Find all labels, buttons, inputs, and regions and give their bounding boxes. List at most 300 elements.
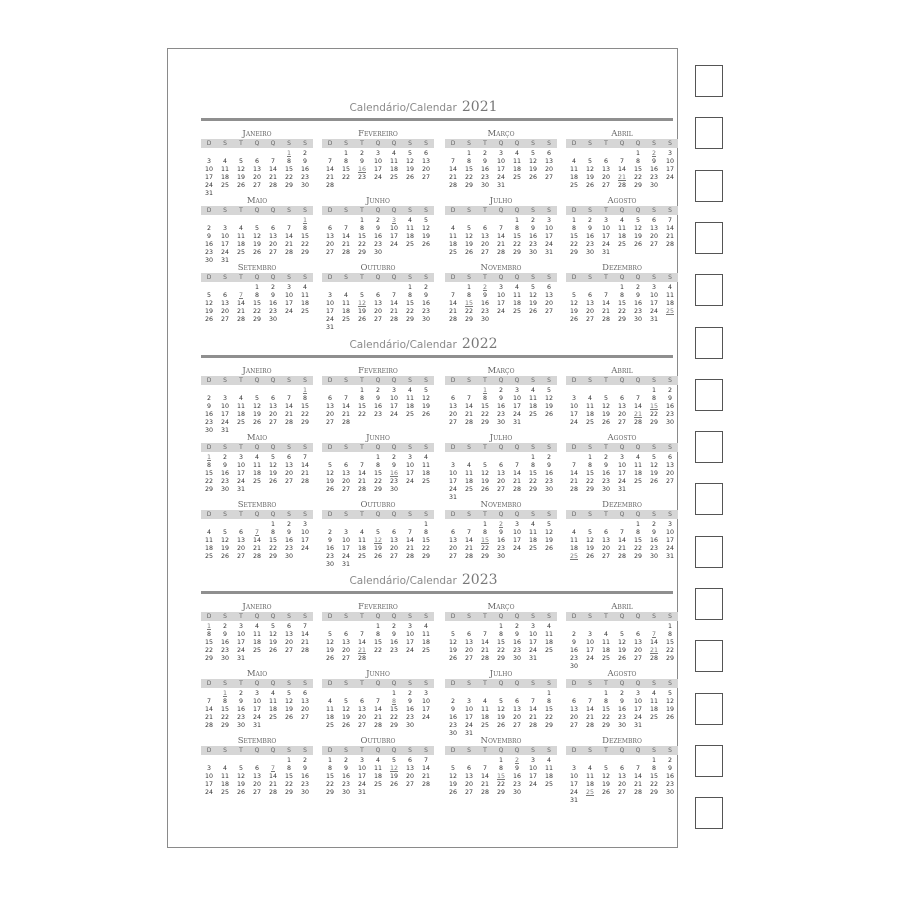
day-number: 19 xyxy=(204,308,213,315)
month-name: Julho xyxy=(489,433,513,443)
day-number: 30 xyxy=(585,249,594,256)
weekday-label: T xyxy=(239,274,243,281)
day-number: 13 xyxy=(341,639,350,646)
day-number: 8 xyxy=(375,462,380,469)
day-number: 30 xyxy=(665,789,674,796)
day-number: 25 xyxy=(357,553,366,560)
day-number: 26 xyxy=(528,174,537,181)
day-number: 8 xyxy=(482,529,487,536)
day-number: 25 xyxy=(300,308,309,315)
weekday-label: D xyxy=(450,511,456,518)
day-number: 22 xyxy=(204,647,213,654)
day-number: 31 xyxy=(544,249,553,256)
day-number: 11 xyxy=(389,158,398,165)
month-name: Maio xyxy=(246,433,268,443)
day-number: 17 xyxy=(544,233,553,240)
day-number: 1 xyxy=(466,284,471,291)
year-divider xyxy=(201,118,673,121)
day-number: 12 xyxy=(284,698,293,705)
day-number: 7 xyxy=(530,698,535,705)
weekday-label: Q xyxy=(391,511,397,518)
day-number: 13 xyxy=(544,158,553,165)
day-number: 19 xyxy=(236,174,245,181)
day-number: 3 xyxy=(343,529,348,536)
day-number: 22 xyxy=(665,647,674,654)
day-number: 26 xyxy=(421,241,430,248)
day-number: 23 xyxy=(268,308,277,315)
day-number: 15 xyxy=(633,537,642,544)
weekday-label: Q xyxy=(635,274,641,281)
day-number: 5 xyxy=(603,395,608,402)
weekday-header xyxy=(201,139,313,148)
day-number: 27 xyxy=(665,478,674,485)
holiday-day: 2 xyxy=(498,521,503,528)
day-number: 17 xyxy=(528,773,537,780)
day-number: 14 xyxy=(633,773,642,780)
day-number: 13 xyxy=(512,706,521,713)
weekday-label: Q xyxy=(514,444,520,451)
day-number: 7 xyxy=(603,292,608,299)
day-number: 29 xyxy=(649,419,658,426)
day-number: 1 xyxy=(359,387,364,394)
holiday-day: 2 xyxy=(482,284,487,291)
day-number: 1 xyxy=(391,690,396,697)
day-number: 27 xyxy=(464,789,473,796)
day-number: 2 xyxy=(222,623,227,630)
day-number: 11 xyxy=(325,706,334,713)
weekday-label: Q xyxy=(514,377,520,384)
day-number: 23 xyxy=(236,714,245,721)
weekday-label: S xyxy=(303,377,307,384)
index-tab[interactable] xyxy=(695,483,723,515)
weekday-label: S xyxy=(588,274,592,281)
day-number: 27 xyxy=(300,714,309,721)
title-label-calendario: Calendário/ xyxy=(349,339,410,351)
weekday-label: S xyxy=(467,444,471,451)
weekday-label: T xyxy=(483,747,487,754)
day-number: 11 xyxy=(633,462,642,469)
index-tab[interactable] xyxy=(695,797,723,829)
day-number: 24 xyxy=(236,647,245,654)
day-number: 6 xyxy=(359,698,364,705)
weekday-label: S xyxy=(408,747,412,754)
weekday-label: S xyxy=(223,377,227,384)
day-number: 22 xyxy=(569,241,578,248)
day-number: 10 xyxy=(220,403,229,410)
index-tab[interactable] xyxy=(695,379,723,411)
day-number: 12 xyxy=(421,225,430,232)
day-number: 26 xyxy=(665,714,674,721)
index-tab[interactable] xyxy=(695,222,723,254)
day-number: 29 xyxy=(585,486,594,493)
day-number: 7 xyxy=(635,765,640,772)
day-number: 6 xyxy=(407,757,412,764)
weekday-label: S xyxy=(531,377,535,384)
day-number: 4 xyxy=(530,387,535,394)
day-number: 15 xyxy=(569,233,578,240)
day-number: 26 xyxy=(268,478,277,485)
day-number: 10 xyxy=(405,631,414,638)
weekday-label: Q xyxy=(619,274,625,281)
day-number: 17 xyxy=(633,706,642,713)
day-number: 24 xyxy=(617,478,626,485)
day-number: 2 xyxy=(206,225,211,232)
day-number: 11 xyxy=(528,529,537,536)
index-tab[interactable] xyxy=(695,327,723,359)
day-number: 18 xyxy=(236,241,245,248)
day-number: 26 xyxy=(585,182,594,189)
day-number: 3 xyxy=(498,150,503,157)
weekday-label: S xyxy=(424,511,428,518)
day-number: 5 xyxy=(530,150,535,157)
weekday-header xyxy=(445,510,557,519)
day-number: 4 xyxy=(635,454,640,461)
day-number: 3 xyxy=(571,765,576,772)
day-number: 7 xyxy=(450,158,455,165)
day-number: 13 xyxy=(325,403,334,410)
day-number: 26 xyxy=(341,722,350,729)
day-number: 19 xyxy=(357,308,366,315)
day-number: 25 xyxy=(512,308,521,315)
day-number: 22 xyxy=(357,411,366,418)
weekday-label: Q xyxy=(391,207,397,214)
index-tab[interactable] xyxy=(695,431,723,463)
day-number: 13 xyxy=(389,537,398,544)
day-number: 6 xyxy=(343,631,348,638)
day-number: 22 xyxy=(528,478,537,485)
day-number: 18 xyxy=(448,241,457,248)
day-number: 9 xyxy=(482,158,487,165)
holiday-day: 7 xyxy=(651,631,656,638)
day-number: 29 xyxy=(405,316,414,323)
day-number: 28 xyxy=(284,419,293,426)
day-number: 8 xyxy=(571,225,576,232)
day-number: 10 xyxy=(544,225,553,232)
day-number: 19 xyxy=(496,714,505,721)
weekday-label: D xyxy=(450,613,456,620)
day-number: 16 xyxy=(512,773,521,780)
weekday-label: S xyxy=(303,274,307,281)
index-tab[interactable] xyxy=(695,640,723,672)
weekday-label: T xyxy=(483,377,487,384)
day-number: 12 xyxy=(633,225,642,232)
day-number: 28 xyxy=(448,316,457,323)
weekday-label: S xyxy=(344,511,348,518)
day-number: 26 xyxy=(585,553,594,560)
weekday-label: T xyxy=(239,511,243,518)
day-number: 24 xyxy=(204,182,213,189)
day-number: 1 xyxy=(651,757,656,764)
day-number: 19 xyxy=(569,308,578,315)
day-number: 15 xyxy=(325,773,334,780)
day-number: 21 xyxy=(204,714,213,721)
weekday-label: D xyxy=(206,680,212,687)
weekday-header xyxy=(322,443,434,452)
day-number: 18 xyxy=(268,706,277,713)
day-number: 30 xyxy=(448,730,457,737)
day-number: 18 xyxy=(220,174,229,181)
day-number: 24 xyxy=(220,249,229,256)
day-number: 12 xyxy=(544,529,553,536)
day-number: 14 xyxy=(373,706,382,713)
day-number: 23 xyxy=(633,308,642,315)
day-number: 27 xyxy=(325,419,334,426)
day-number: 10 xyxy=(665,529,674,536)
day-number: 7 xyxy=(391,292,396,299)
day-number: 12 xyxy=(585,166,594,173)
day-number: 6 xyxy=(603,158,608,165)
weekday-label: S xyxy=(652,680,656,687)
day-number: 26 xyxy=(480,486,489,493)
day-number: 26 xyxy=(649,478,658,485)
day-number: 30 xyxy=(236,722,245,729)
weekday-label: S xyxy=(223,747,227,754)
weekday-label: Q xyxy=(619,207,625,214)
weekday-header xyxy=(566,139,678,148)
day-number: 22 xyxy=(284,174,293,181)
weekday-label: S xyxy=(424,377,428,384)
day-number: 5 xyxy=(450,631,455,638)
day-number: 22 xyxy=(496,647,505,654)
day-number: 31 xyxy=(204,190,213,197)
index-tab[interactable] xyxy=(695,588,723,620)
day-number: 13 xyxy=(496,470,505,477)
day-number: 31 xyxy=(601,249,610,256)
weekday-label: Q xyxy=(619,444,625,451)
weekday-label: Q xyxy=(375,511,381,518)
weekday-label: T xyxy=(239,207,243,214)
day-number: 8 xyxy=(546,698,551,705)
day-number: 14 xyxy=(464,403,473,410)
day-number: 11 xyxy=(421,631,430,638)
day-number: 8 xyxy=(635,529,640,536)
weekday-label: T xyxy=(360,511,364,518)
day-number: 15 xyxy=(300,233,309,240)
title-label-calendario: Calendário/ xyxy=(349,575,410,587)
day-number: 12 xyxy=(649,462,658,469)
day-number: 29 xyxy=(284,182,293,189)
day-number: 2 xyxy=(498,387,503,394)
day-number: 14 xyxy=(389,300,398,307)
day-number: 8 xyxy=(466,292,471,299)
day-number: 5 xyxy=(603,765,608,772)
day-number: 13 xyxy=(268,233,277,240)
day-number: 27 xyxy=(448,553,457,560)
day-number: 14 xyxy=(284,403,293,410)
day-number: 4 xyxy=(359,529,364,536)
day-number: 19 xyxy=(601,781,610,788)
index-tab[interactable] xyxy=(695,693,723,725)
day-number: 27 xyxy=(512,722,521,729)
weekday-label: S xyxy=(588,511,592,518)
day-number: 12 xyxy=(204,300,213,307)
day-number: 12 xyxy=(496,706,505,713)
day-number: 19 xyxy=(528,166,537,173)
day-number: 19 xyxy=(325,478,334,485)
weekday-label: S xyxy=(344,444,348,451)
day-number: 20 xyxy=(464,647,473,654)
month-name: Abril xyxy=(611,366,633,376)
day-number: 5 xyxy=(651,454,656,461)
holiday-day: 7 xyxy=(238,292,243,299)
day-number: 5 xyxy=(407,150,412,157)
day-number: 7 xyxy=(482,631,487,638)
day-number: 18 xyxy=(649,706,658,713)
day-number: 4 xyxy=(254,623,259,630)
month-name: Agosto xyxy=(607,433,637,443)
day-number: 24 xyxy=(357,781,366,788)
day-number: 6 xyxy=(327,225,332,232)
day-number: 25 xyxy=(236,419,245,426)
weekday-label: D xyxy=(450,680,456,687)
weekday-label: D xyxy=(571,680,577,687)
day-number: 14 xyxy=(357,639,366,646)
day-number: 2 xyxy=(603,454,608,461)
day-number: 21 xyxy=(284,241,293,248)
day-number: 13 xyxy=(373,300,382,307)
holiday-day: 1 xyxy=(302,387,307,394)
day-number: 26 xyxy=(448,655,457,662)
day-number: 27 xyxy=(649,241,658,248)
day-number: 20 xyxy=(464,781,473,788)
index-tab[interactable] xyxy=(695,170,723,202)
weekday-header xyxy=(201,746,313,755)
day-number: 24 xyxy=(220,419,229,426)
day-number: 28 xyxy=(357,655,366,662)
day-number: 7 xyxy=(286,225,291,232)
day-number: 28 xyxy=(633,789,642,796)
weekday-label: S xyxy=(424,274,428,281)
day-number: 23 xyxy=(421,308,430,315)
weekday-header xyxy=(566,273,678,282)
day-number: 30 xyxy=(633,316,642,323)
day-number: 31 xyxy=(220,427,229,434)
day-number: 7 xyxy=(587,698,592,705)
weekday-label: S xyxy=(408,613,412,620)
day-number: 15 xyxy=(204,639,213,646)
day-number: 6 xyxy=(667,454,672,461)
index-tab[interactable] xyxy=(695,274,723,306)
day-number: 24 xyxy=(512,411,521,418)
weekday-label: D xyxy=(450,274,456,281)
day-number: 22 xyxy=(633,545,642,552)
day-number: 23 xyxy=(325,553,334,560)
day-number: 5 xyxy=(498,698,503,705)
day-number: 8 xyxy=(286,158,291,165)
day-number: 14 xyxy=(405,537,414,544)
day-number: 27 xyxy=(268,419,277,426)
day-number: 9 xyxy=(206,233,211,240)
day-number: 19 xyxy=(480,478,489,485)
weekday-label: Q xyxy=(619,747,625,754)
day-number: 26 xyxy=(252,419,261,426)
day-number: 17 xyxy=(357,773,366,780)
day-number: 6 xyxy=(222,292,227,299)
day-number: 24 xyxy=(252,714,261,721)
day-number: 3 xyxy=(530,757,535,764)
weekday-label: Q xyxy=(270,140,276,147)
day-number: 20 xyxy=(569,714,578,721)
day-number: 2 xyxy=(302,150,307,157)
day-number: 20 xyxy=(601,545,610,552)
day-number: 4 xyxy=(530,521,535,528)
day-number: 26 xyxy=(204,316,213,323)
day-number: 22 xyxy=(268,545,277,552)
weekday-label: Q xyxy=(635,207,641,214)
weekday-label: S xyxy=(223,207,227,214)
day-number: 16 xyxy=(569,647,578,654)
day-number: 17 xyxy=(496,300,505,307)
day-number: 21 xyxy=(464,411,473,418)
day-number: 2 xyxy=(667,387,672,394)
index-tab[interactable] xyxy=(695,536,723,568)
day-number: 17 xyxy=(512,403,521,410)
day-number: 20 xyxy=(617,781,626,788)
day-number: 4 xyxy=(407,387,412,394)
day-number: 17 xyxy=(421,706,430,713)
month-name: Dezembro xyxy=(602,500,642,510)
index-tab[interactable] xyxy=(695,745,723,777)
day-number: 13 xyxy=(300,698,309,705)
day-number: 4 xyxy=(587,395,592,402)
day-number: 17 xyxy=(617,470,626,477)
day-number: 24 xyxy=(236,478,245,485)
day-number: 2 xyxy=(514,623,519,630)
weekday-label: T xyxy=(604,274,608,281)
day-number: 15 xyxy=(204,470,213,477)
weekday-label: S xyxy=(287,747,291,754)
day-number: 26 xyxy=(464,249,473,256)
weekday-header xyxy=(322,206,434,215)
day-number: 8 xyxy=(302,225,307,232)
day-number: 11 xyxy=(585,403,594,410)
day-number: 18 xyxy=(544,639,553,646)
weekday-label: Q xyxy=(391,747,397,754)
weekday-label: D xyxy=(327,140,333,147)
weekday-label: S xyxy=(303,613,307,620)
index-tab[interactable] xyxy=(695,65,723,97)
day-number: 25 xyxy=(569,182,578,189)
day-number: 16 xyxy=(284,537,293,544)
day-number: 22 xyxy=(633,174,642,181)
day-number: 29 xyxy=(204,486,213,493)
day-number: 31 xyxy=(341,561,350,568)
day-number: 2 xyxy=(482,150,487,157)
day-number: 26 xyxy=(325,486,334,493)
day-number: 30 xyxy=(421,316,430,323)
day-number: 5 xyxy=(450,765,455,772)
day-number: 15 xyxy=(649,773,658,780)
day-number: 14 xyxy=(633,403,642,410)
day-number: 7 xyxy=(359,462,364,469)
day-number: 25 xyxy=(617,241,626,248)
day-number: 11 xyxy=(544,765,553,772)
day-number: 13 xyxy=(252,166,261,173)
day-number: 11 xyxy=(405,395,414,402)
weekday-label: T xyxy=(360,613,364,620)
day-number: 2 xyxy=(375,387,380,394)
day-number: 27 xyxy=(544,308,553,315)
day-number: 28 xyxy=(528,722,537,729)
index-tab[interactable] xyxy=(695,117,723,149)
day-number: 7 xyxy=(375,698,380,705)
weekday-label: Q xyxy=(254,613,260,620)
weekday-label: T xyxy=(360,680,364,687)
day-number: 8 xyxy=(651,765,656,772)
day-number: 28 xyxy=(464,553,473,560)
holiday-day: 21 xyxy=(617,174,626,181)
day-number: 18 xyxy=(585,411,594,418)
